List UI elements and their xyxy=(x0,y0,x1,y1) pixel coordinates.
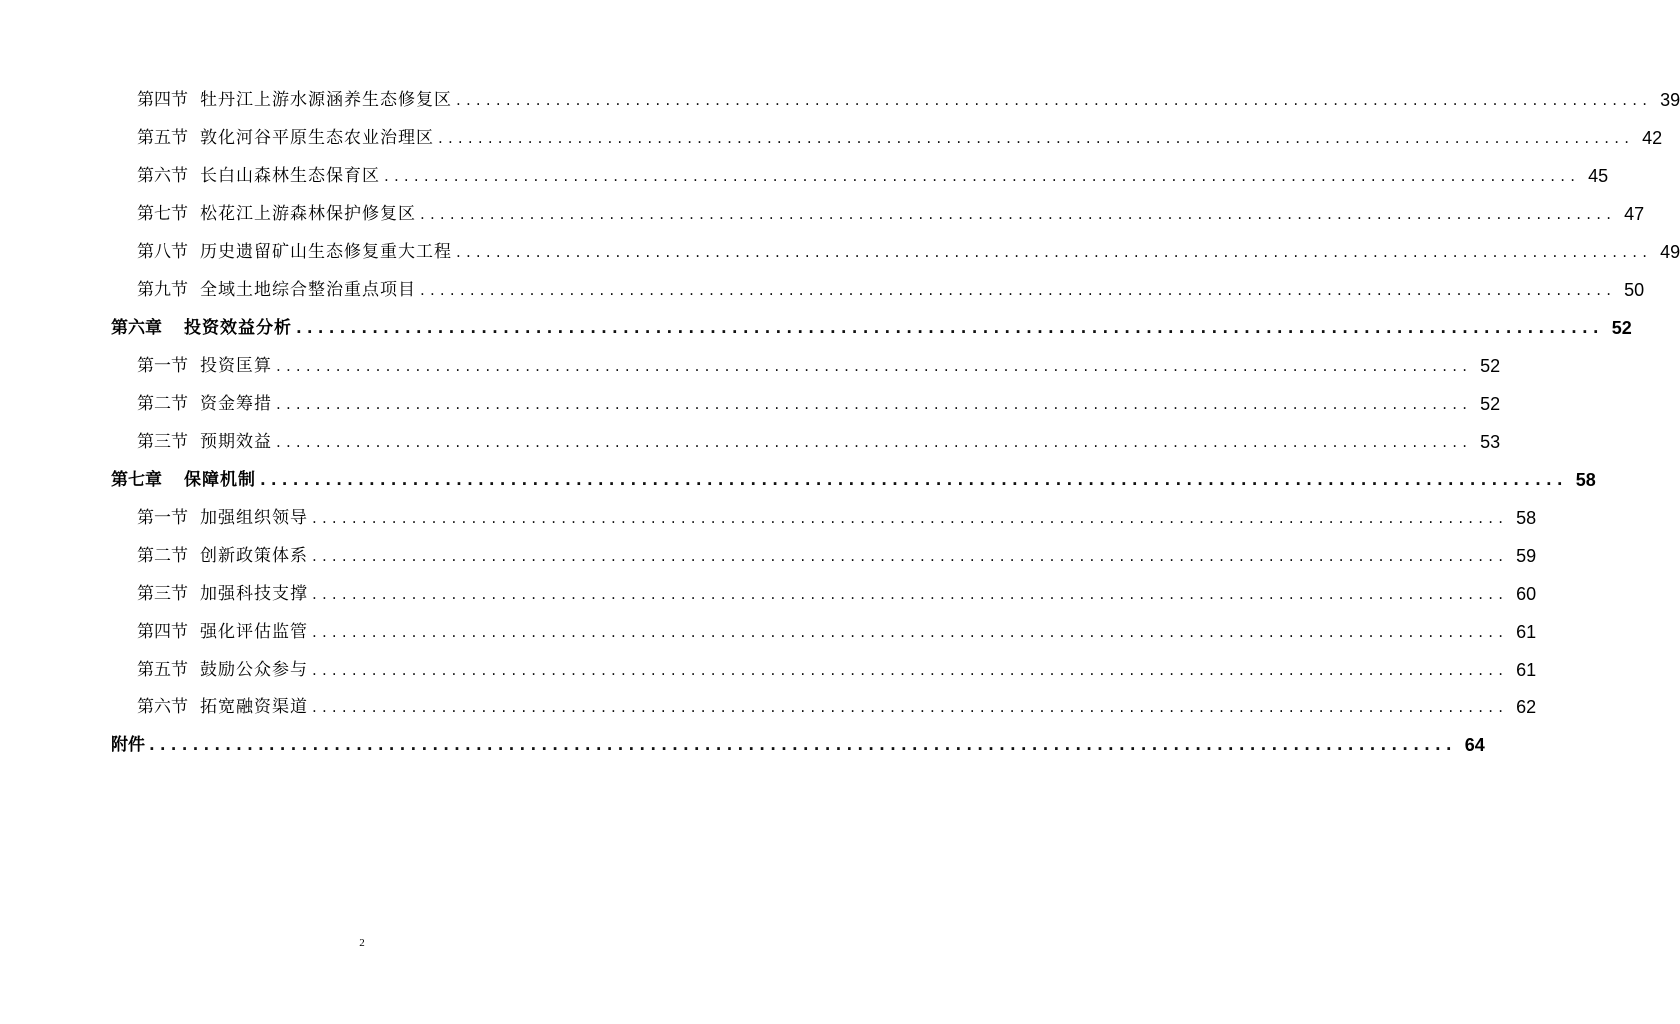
toc-entry-page: 50 xyxy=(1624,280,1645,300)
toc-entry-number: 第一节 xyxy=(137,508,188,528)
toc-entry-page: 62 xyxy=(1516,697,1537,717)
toc-entry-number: 附件 xyxy=(111,735,145,755)
toc-entry-number: 第一节 xyxy=(137,356,188,376)
toc-entry-page: 45 xyxy=(1588,166,1609,186)
toc-entry-page: 47 xyxy=(1624,204,1645,224)
toc-entry-title: 投资效益分析 xyxy=(184,318,292,338)
toc-entry-number: 第八节 xyxy=(137,242,188,262)
toc-entry-page: 49 xyxy=(1660,242,1680,262)
toc-entry-number: 第二节 xyxy=(137,546,188,566)
toc-entry-page: 61 xyxy=(1516,660,1537,680)
toc-entry-number: 第二节 xyxy=(137,394,188,414)
toc-entry-title: 牡丹江上游水源涵养生态修复区 xyxy=(200,90,452,110)
toc-entry-title: 历史遗留矿山生态修复重大工程 xyxy=(200,242,452,262)
toc-entry[interactable] xyxy=(137,543,1537,569)
toc-entry-number: 第三节 xyxy=(137,584,188,604)
toc-leader-dots: ........................................................................................................................ xyxy=(276,395,1473,413)
toc-entry-title: 资金筹措 xyxy=(200,394,272,414)
toc-entry-title: 投资匡算 xyxy=(200,356,272,376)
toc-leader-dots: ........................................................................................................................ xyxy=(312,623,1509,641)
toc-entry-number: 第四节 xyxy=(137,622,188,642)
toc-leader-dots: ........................................................................................................................ xyxy=(456,243,1653,261)
toc-entry-title: 保障机制 xyxy=(184,470,256,490)
toc-entry-number: 第七章 xyxy=(111,470,162,490)
toc-entry[interactable] xyxy=(137,239,1680,265)
toc-leader-dots: ........................................................................................................................ xyxy=(456,91,1653,109)
toc-entry-title: 强化评估监管 xyxy=(200,622,308,642)
toc-leader-dots: ........................................................................................................................ xyxy=(312,509,1509,527)
toc-leader-dots: ........................................................................................................................ xyxy=(312,585,1509,603)
toc-entry-title: 全域土地综合整治重点项目 xyxy=(200,280,416,300)
toc-entry-number: 第五节 xyxy=(137,660,188,680)
toc-entry[interactable] xyxy=(137,201,1645,227)
toc-entry-page: 64 xyxy=(1464,735,1485,755)
toc-entry-number: 第三节 xyxy=(137,432,188,452)
toc-entry-page: 60 xyxy=(1516,584,1537,604)
toc-entry-title: 鼓励公众参与 xyxy=(200,660,308,680)
toc-leader-dots: ........................................................................................................................ xyxy=(312,698,1509,716)
toc-entry-number: 第五节 xyxy=(137,128,188,148)
toc-entry-number: 第四节 xyxy=(137,90,188,110)
toc-entry-title: 加强组织领导 xyxy=(200,508,308,528)
toc-entry[interactable] xyxy=(137,353,1501,379)
toc-entry-number: 第六节 xyxy=(137,697,188,717)
toc-chapter-entry[interactable] xyxy=(111,467,1596,493)
toc-leader-dots: ........................................................................................................................ xyxy=(312,547,1509,565)
toc-leader-dots: ........................................................................................................................ xyxy=(276,357,1473,375)
toc-entry-title: 长白山森林生态保育区 xyxy=(200,166,380,186)
toc-appendix-entry[interactable] xyxy=(111,732,1485,758)
page-number: 2 xyxy=(359,937,365,949)
toc-entry[interactable] xyxy=(137,619,1537,645)
toc-entry-title: 敦化河谷平原生态农业治理区 xyxy=(200,128,434,148)
toc-chapter-entry[interactable] xyxy=(111,315,1632,341)
toc-entry[interactable] xyxy=(137,694,1537,720)
toc-entry[interactable] xyxy=(137,163,1609,189)
toc-entry[interactable] xyxy=(137,87,1680,113)
toc-leader-dots: ........................................................................................................................ xyxy=(384,167,1581,185)
toc-entry-page: 39 xyxy=(1660,90,1680,110)
toc-entry[interactable] xyxy=(137,125,1663,151)
toc-entry-page: 52 xyxy=(1480,394,1501,414)
toc-entry[interactable] xyxy=(137,391,1501,417)
toc-entry-number: 第六节 xyxy=(137,166,188,186)
toc-entry-title: 加强科技支撑 xyxy=(200,584,308,604)
toc-entry-page: 61 xyxy=(1516,622,1537,642)
toc-entry-page: 58 xyxy=(1575,470,1596,490)
toc-leader-dots: ........................................................................................................................ xyxy=(420,205,1617,223)
toc-entry-page: 59 xyxy=(1516,546,1537,566)
toc-entry-title: 创新政策体系 xyxy=(200,546,308,566)
toc-entry[interactable] xyxy=(137,657,1537,683)
toc-entry-page: 53 xyxy=(1480,432,1501,452)
toc-entry-page: 52 xyxy=(1611,318,1632,338)
toc-entry-page: 58 xyxy=(1516,508,1537,528)
toc-entry-number: 第七节 xyxy=(137,204,188,224)
toc-leader-dots: ........................................................................................................................ xyxy=(260,471,1568,489)
toc-leader-dots: ........................................................................................................................ xyxy=(149,736,1457,754)
toc-leader-dots: ........................................................................................................................ xyxy=(438,129,1635,147)
toc-entry-title: 拓宽融资渠道 xyxy=(200,697,308,717)
toc-leader-dots: ........................................................................................................................ xyxy=(296,319,1604,337)
toc-entry-page: 42 xyxy=(1642,128,1663,148)
toc-entry[interactable] xyxy=(137,429,1501,455)
toc-leader-dots: ........................................................................................................................ xyxy=(276,433,1473,451)
toc-entry-title: 松花江上游森林保护修复区 xyxy=(200,204,416,224)
toc-leader-dots: ........................................................................................................................ xyxy=(312,661,1509,679)
toc-entry[interactable] xyxy=(137,277,1645,303)
toc-entry-page: 52 xyxy=(1480,356,1501,376)
toc-entry[interactable] xyxy=(137,581,1537,607)
toc-entry-number: 第六章 xyxy=(111,318,162,338)
toc-entry[interactable] xyxy=(137,505,1537,531)
toc-entry-number: 第九节 xyxy=(137,280,188,300)
toc-entry-title: 预期效益 xyxy=(200,432,272,452)
toc-leader-dots: ........................................................................................................................ xyxy=(420,281,1617,299)
